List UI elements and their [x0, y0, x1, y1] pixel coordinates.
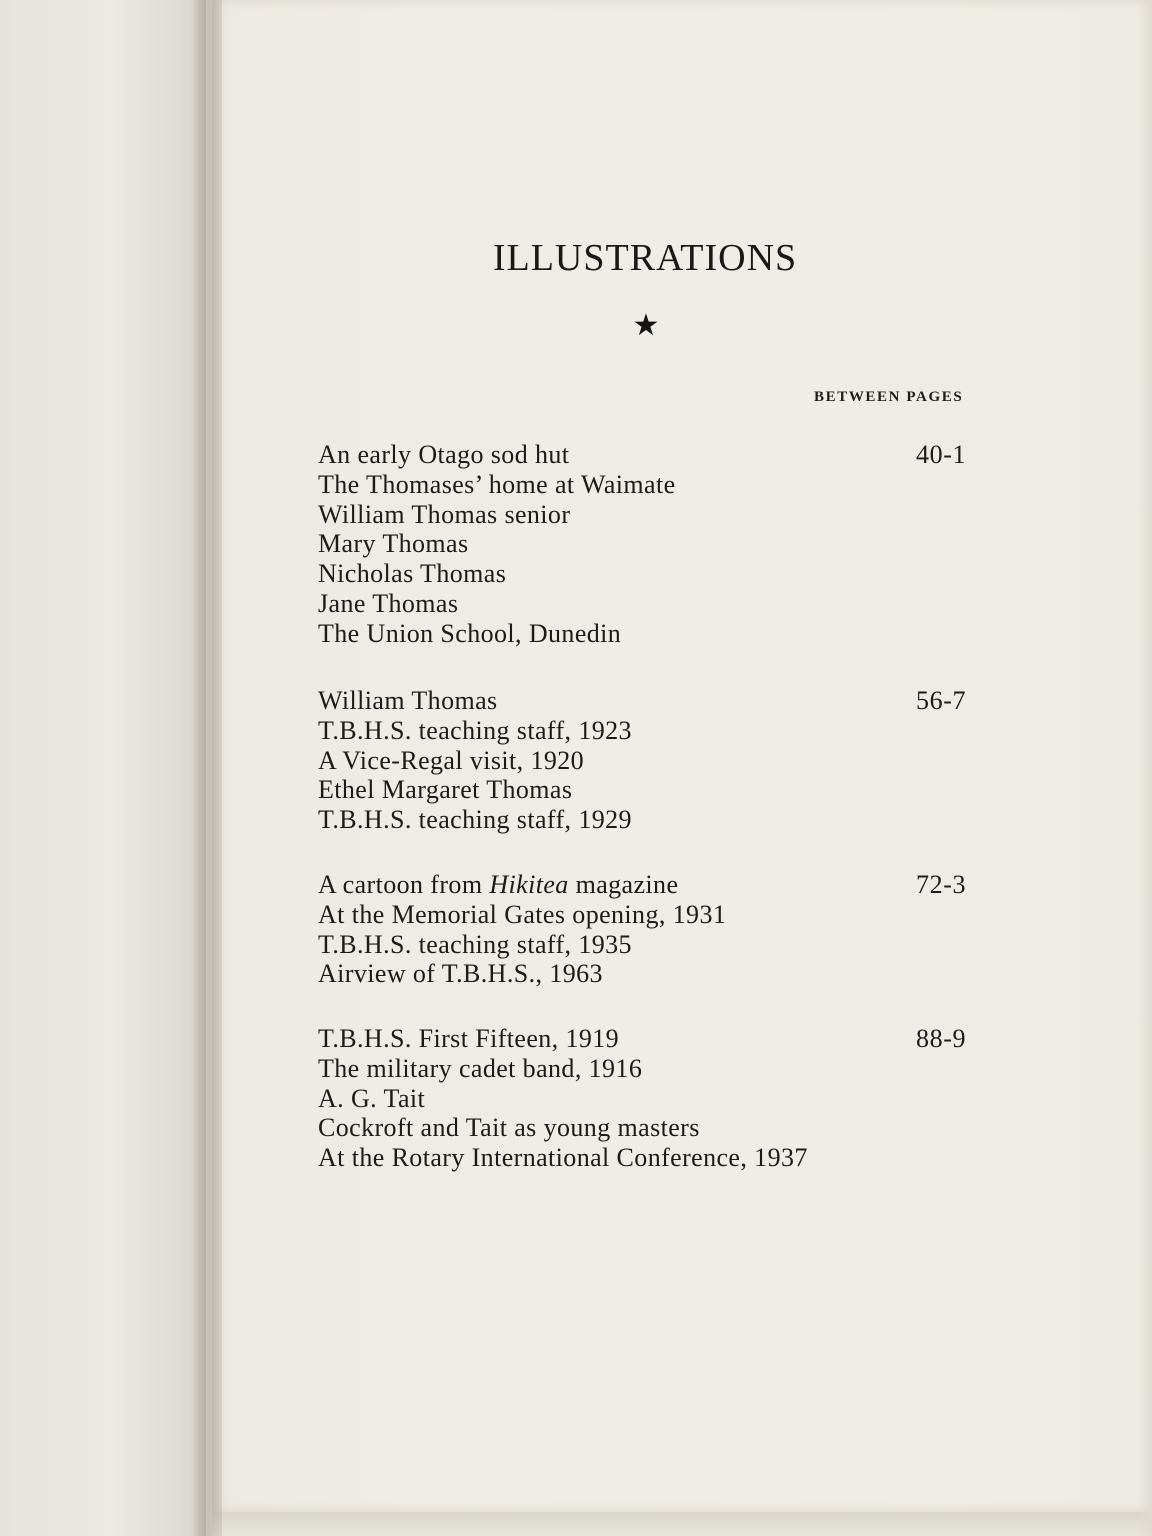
- illustration-entry: The Thomases’ home at Waimate: [318, 469, 676, 499]
- group-page-range: 72-3: [916, 870, 967, 899]
- illustration-entry: A. G. Tait: [318, 1083, 426, 1113]
- star-ornament-icon: ★: [632, 308, 660, 343]
- illustration-entry: [318, 870, 998, 900]
- illustration-entry: William Thomas senior: [318, 499, 571, 529]
- between-pages-header: BETWEEN PAGES: [814, 389, 964, 405]
- magazine-title: Hikitea: [489, 870, 569, 899]
- group-page-range: 40-1: [916, 440, 967, 469]
- illustration-entry: Jane Thomas: [318, 588, 459, 618]
- cartoon-prefix: A cartoon from: [318, 870, 483, 899]
- illustration-group-2: [318, 686, 998, 835]
- illustration-entry: Airview of T.B.H.S., 1963: [318, 959, 603, 989]
- group-page-range: 56-7: [916, 686, 967, 715]
- illustration-entry: T.B.H.S. teaching staff, 1923: [318, 715, 632, 745]
- illustration-entry: Mary Thomas: [318, 529, 469, 559]
- illustration-entry: Nicholas Thomas: [318, 559, 507, 589]
- illustration-entry: Ethel Margaret Thomas: [318, 775, 573, 805]
- cartoon-suffix: magazine: [575, 870, 679, 899]
- illustration-entry: At the Memorial Gates opening, 1931: [318, 899, 727, 929]
- illustration-group-3: [318, 870, 998, 989]
- illustration-entry: William Thomas: [318, 686, 498, 715]
- illustration-entry: Cockroft and Tait as young masters: [318, 1113, 700, 1143]
- illustration-entry: T.B.H.S. First Fifteen, 1919: [318, 1024, 620, 1053]
- group-page-range: 88-9: [916, 1024, 967, 1053]
- illustration-group-4: [318, 1024, 998, 1173]
- illustration-entry: The military cadet band, 1916: [318, 1053, 643, 1083]
- illustration-entry: An early Otago sod hut: [318, 440, 570, 469]
- illustration-entry: T.B.H.S. teaching staff, 1935: [318, 929, 632, 959]
- illustration-group-1: [318, 440, 998, 649]
- illustration-entry: The Union School, Dunedin: [318, 618, 622, 648]
- illustration-entry: T.B.H.S. teaching staff, 1929: [318, 805, 632, 835]
- illustration-entry: A Vice-Regal visit, 1920: [318, 745, 585, 775]
- illustration-entry: At the Rotary International Conference, 1937: [318, 1143, 808, 1173]
- page-title: ILLUSTRATIONS: [492, 237, 798, 279]
